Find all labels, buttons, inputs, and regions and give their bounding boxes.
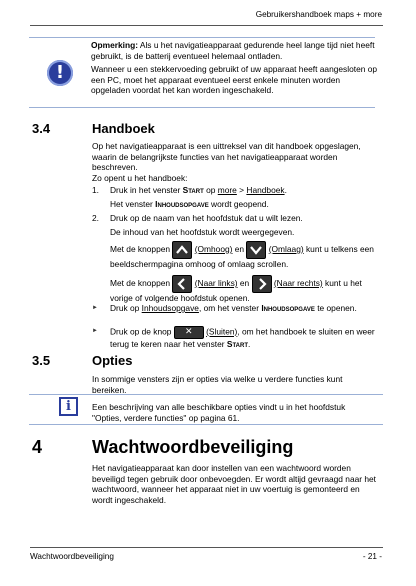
- intro-paragraph: Op het navigatieapparaat is een uittreksel van dit handboek opgeslagen, waarin de belangrijkste functies van het navigatieapparaat worden beschreven.: [92, 141, 361, 172]
- text-run: te openen.: [314, 303, 357, 313]
- text-run: Met de knoppen: [110, 244, 173, 255]
- header-title: Gebruikershandboek maps + more: [255, 10, 382, 19]
- text-run: , om het venster: [198, 303, 262, 313]
- step-1-result: [110, 199, 378, 210]
- scroll-buttons-text: [110, 241, 378, 270]
- note-paragraph-1: [91, 40, 381, 61]
- section-number: 3.4: [32, 121, 51, 136]
- link-omhoog[interactable]: (Omhoog): [194, 244, 233, 255]
- link-naar-rechts[interactable]: (Naar rechts): [273, 278, 323, 289]
- text-run: Met de knoppen: [110, 278, 173, 289]
- step-number: 1.: [92, 185, 99, 195]
- text-run: Druk op: [110, 303, 142, 313]
- info-text: Een beschrijving van alle beschikbare opties vindt u in het hoofdstuk "Opties, verdere functies" op pagina 61.: [92, 402, 346, 423]
- chapter-number: 4: [32, 437, 43, 457]
- link-handboek[interactable]: Handboek: [246, 185, 285, 195]
- link-inhoudsopgave[interactable]: Inhoudsopgave: [141, 303, 199, 313]
- bullet-text: [110, 303, 378, 314]
- section-title: Opties: [92, 353, 133, 368]
- text-run: op: [203, 185, 218, 195]
- footer-chapter: Wachtwoordbeveiliging: [30, 552, 114, 561]
- step-2-text: Druk op de naam van het hoofdstuk dat u wilt lezen.: [110, 213, 303, 223]
- step-number: 2.: [92, 213, 99, 223]
- window-name: Inhoudsopgave: [261, 303, 315, 313]
- info-bottom-rule: [29, 424, 383, 425]
- section-title: Handboek: [92, 121, 155, 136]
- section-number: 3.5: [32, 353, 51, 368]
- chapter-title: Wachtwoordbeveiliging: [92, 437, 294, 457]
- chevron-up-icon: [172, 241, 192, 259]
- note-text: [91, 40, 381, 99]
- close-icon: ✕: [174, 326, 204, 339]
- link-naar-links[interactable]: (Naar links): [194, 278, 238, 289]
- note-label: Opmerking:: [91, 40, 138, 50]
- info-box-icon: [59, 397, 78, 416]
- chapter-intro: Het navigatieapparaat kan door instellen van een wachtwoord worden beveiligd tegen gebruik door onbevoegden. Er wordt altijd gevraagd naar het wachtwoord, wanneer het apparaat niet in uw voertuig is gemonteerd en wordt ingeschakeld.: [92, 463, 377, 505]
- chevron-left-icon: [172, 275, 192, 293]
- info-top-rule: [29, 394, 383, 395]
- text-run: Druk op de knop: [110, 326, 174, 337]
- note-bottom-rule: [29, 107, 375, 108]
- note-top-rule: [29, 37, 375, 38]
- link-sluiten[interactable]: (Sluiten): [206, 326, 238, 337]
- triangle-bullet-icon: ►: [92, 328, 98, 334]
- section-intro: [92, 141, 377, 173]
- open-instructions: Zo opent u het handboek:: [92, 173, 188, 183]
- text-run: Het venster: [110, 199, 156, 209]
- text-run: , om het handboek te sluiten en weer terug te keren naar het venster: [110, 326, 375, 349]
- note-line1: Als u het navigatieapparaat gedurende heel lange tijd niet heeft gebruikt, is de batterij eventueel helemaal ontladen.: [91, 40, 375, 61]
- options-intro: In sommige vensters zijn er opties via welke u verdere functies kunt bereiken.: [92, 374, 343, 395]
- text-run: wordt geopend.: [208, 199, 269, 209]
- chapter-buttons-text: [110, 275, 378, 304]
- window-name: Start: [182, 185, 204, 195]
- text-run: kunt u het vorige of volgende hoofdstuk openen.: [110, 278, 362, 303]
- text-run: kunt u telkens een beeldschermpagina omhoog of omlaag scrollen.: [110, 244, 374, 269]
- text-run: en: [237, 278, 252, 289]
- text-run: .: [248, 339, 251, 349]
- note-box: [29, 37, 378, 105]
- triangle-bullet-icon: ►: [92, 305, 98, 311]
- note-paragraph-2: Wanneer u een stekkervoeding gebruikt of uw apparaat heeft aangesloten op een PC, moet het apparaat eventueel eerst enkele minuten worden opgeladen voordat het kan worden ingeschakeld.: [91, 64, 378, 95]
- text-run: en: [232, 244, 247, 255]
- step-1-text: [110, 185, 378, 196]
- window-name: Start: [226, 339, 248, 349]
- page-number: - 21 -: [362, 552, 382, 561]
- link-omlaag[interactable]: (Omlaag): [268, 244, 304, 255]
- header-rule: [30, 25, 383, 26]
- step-2-result: De inhoud van het hoofdstuk wordt weergegeven.: [110, 227, 295, 237]
- link-more[interactable]: more: [217, 185, 237, 195]
- bullet-text: [110, 326, 378, 350]
- exclamation-circle-icon: [47, 60, 73, 86]
- chevron-right-icon: [252, 275, 272, 293]
- text-run: .: [284, 185, 287, 195]
- footer-rule: [30, 547, 383, 548]
- chevron-down-icon: [246, 241, 266, 259]
- text-run: >: [236, 185, 247, 195]
- text-run: Druk in het venster: [110, 185, 183, 195]
- window-name: Inhoudsopgave: [155, 199, 209, 209]
